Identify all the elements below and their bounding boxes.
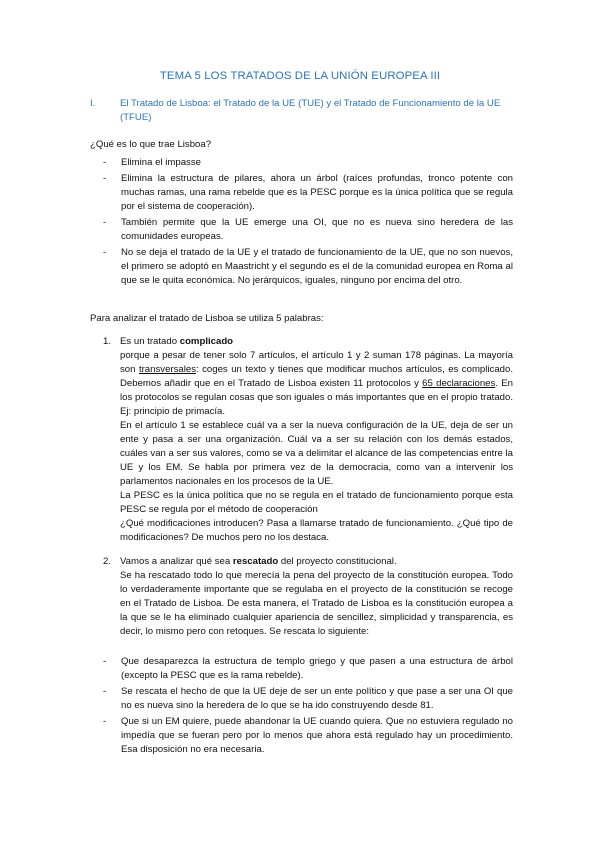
list-item: - Se rescata el hecho de que la UE deje de ser un ente político y que pase a ser una OI que no es nueva sino la heredera de lo que se ha ido construyendo desde 81. [103, 686, 513, 711]
item-paragraph: Se ha rescatado todo lo que merecía la pena del proyecto de la constitución europea. Todo lo verdaderamente importante que se regulaba en el proyecto de la constitución se recoge en el Tratado de Lisboa. De esta manera, el Tratado de Lisboa es la constitución europea a la que se le ha eliminado cualquier apariencia de sencillez, simplicidad y transparencia, es decir, lo mismo pero con retoques. Se rescata lo siguiente: [120, 570, 513, 637]
section-heading [90, 97, 522, 125]
bullet-list-2 [103, 655, 513, 759]
section-title: El Tratado de Lisboa: el Tratado de la UE (TUE) y el Tratado de Funcionamiento de la UE (TFUE) [120, 98, 501, 123]
item-paragraph: porque a pesar de tener solo 7 artículos, el artículo 1 y 2 suman 178 páginas. La mayoría son transversales: coges un texto y tienes que modificar muchos artículos, es complicado. Debemos añadir que en el Tratado de Lisboa existen 11 protocolos y 65 declaraciones. En los protocolos se regulan cosas que son iguales o más importantes que en el propio tratado. Ej: principio de primacía. [120, 350, 513, 417]
item-paragraph: La PESC es la única política que no se regula en el tratado de funcionamiento porque esta PESC se regula por el método de cooperación [120, 490, 513, 515]
numbered-item-1 [103, 335, 513, 545]
intro-paragraph: Para analizar el tratado de Lisboa se utiliza 5 palabras: [90, 313, 324, 324]
bullet-list-1 [103, 156, 513, 290]
item-paragraph: En el artículo 1 se establece cuál va a ser la nueva configuración de la UE, deja de ser un ente y pasa a ser una organización. Cuál va a ser su relación con los demás estados, cuáles van a ser sus valores, como se va a delimitar el alcance de las competencias entre la UE y los EM. Se habla por primera vez de la democracia, como van a intervenir los parlamentos nacionales en los procesos de la UE. [120, 420, 514, 487]
item-number: 1. [103, 336, 112, 347]
item-lead: Es un tratado complicado [120, 336, 234, 347]
list-item: - Elimina la estructura de pilares, ahora un árbol (raíces profundas, tronco potente con muchas ramas, una rama rebelde que es la PESC porque es la única política que se regula por el sistema de cooperación). [103, 173, 513, 212]
item-number: 2. [103, 556, 112, 567]
bullet-dash: - [103, 656, 107, 667]
bullet-dash: - [103, 247, 107, 258]
item-lead: Vamos a analizar qué sea rescatado del proyecto constitucional. [120, 556, 397, 567]
document-title: TEMA 5 LOS TRATADOS DE LA UNIÓN EUROPEA III [159, 70, 441, 82]
question-line: ¿Qué es lo que trae Lisboa? [90, 139, 212, 150]
list-item: - Que desaparezca la estructura de templo griego y que pasen a una estructura de árbol (excepto la PESC que es la rama rebelde). [103, 656, 513, 681]
bullet-dash: - [103, 716, 107, 727]
bullet-dash: - [103, 157, 107, 168]
item-paragraph: ¿Qué modificaciones introducen? Pasa a llamarse tratado de funcionamiento. ¿Qué tipo de modificaciones? De muchos pero no los destaca. [120, 518, 513, 543]
bullet-dash: - [103, 686, 107, 697]
list-item: - No se deja el tratado de la UE y el tratado de funcionamiento de la UE, que no son nuevos, el primero se adoptó en Maastricht y el segundo es el de la comunidad europea en Roma al que se le quita económica. No jerárquicos, iguales, ninguno por encima del otro. [103, 247, 513, 286]
section-number: I. [90, 98, 96, 109]
bullet-dash: - [103, 173, 107, 184]
list-item: - Que si un EM quiere, puede abandonar la UE cuando quiera. Que no estuviera regulado no impedía que se fueran pero por lo menos que ahora está regulado hay un procedimiento. Esa disposición no era necesaria. [103, 716, 513, 755]
list-item: - También permite que la UE emerge una OI, que no es nueva sino heredera de las comunidades europeas. [103, 217, 513, 242]
list-item: - Elimina el impasse [103, 157, 201, 168]
bullet-dash: - [103, 217, 107, 228]
numbered-item-2 [103, 555, 513, 639]
